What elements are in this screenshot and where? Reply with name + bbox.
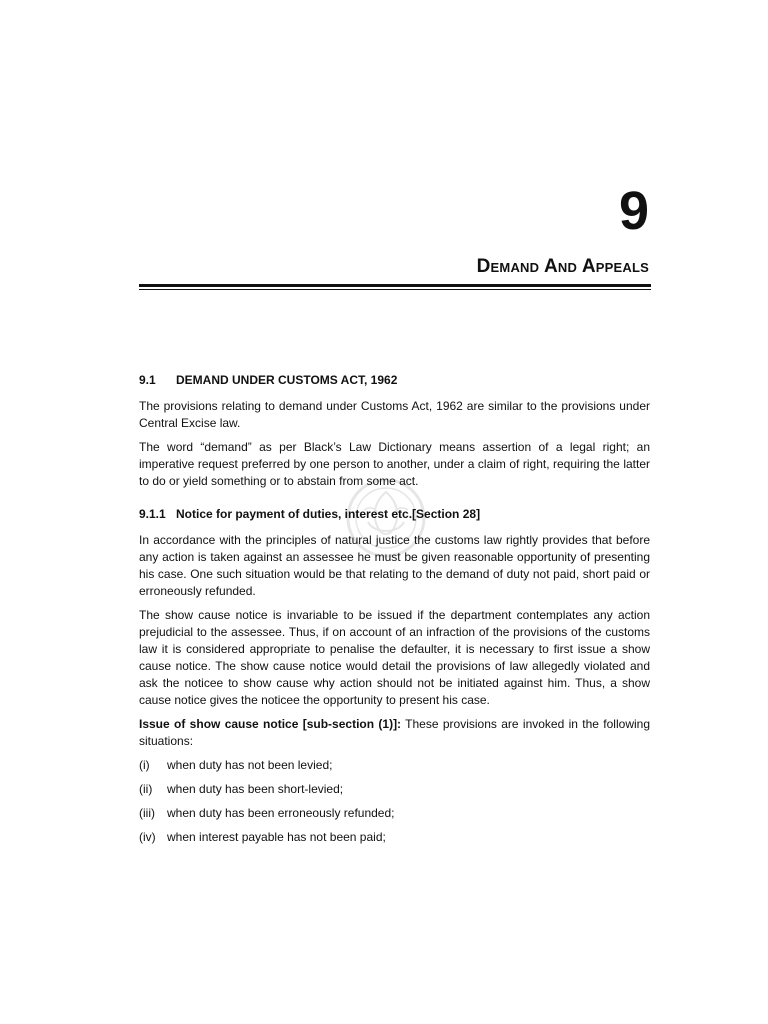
chapter-number: 9 [618,181,649,241]
document-body [139,372,650,853]
list-item [139,757,650,774]
list-text: when interest payable has not been paid; [167,830,386,844]
list-text: when duty has not been levied; [167,758,333,772]
runin-text: These provisions are invoked in the following situations: [139,717,650,748]
subsection-number: 9.1.1 [139,507,166,521]
paragraph: The show cause notice is invariable to be issued if the department contemplates any action prejudicial to the assessee. Thus, if on account of an infraction of the provisions of the customs law it is considered appropriate to penalise the defaulter, it is necessary to first issue a show cause notice. The show cause notice would detail the provisions of law allegedly violated and ask the noticee to show cause why action should not be initiated against him. Thus, a show cause notice gives the noticee the opportunity to present his case. [139,608,650,707]
list-text: when duty has been short-levied; [167,782,344,796]
section-number: 9.1 [139,373,156,387]
title-rule-thin [139,289,651,290]
section-heading-9-1 [139,372,650,389]
list-item [139,829,650,846]
paragraph: The provisions relating to demand under Customs Act, 1962 are similar to the provisions under Central Excise law. [139,399,650,430]
subsection-title: Notice for payment of duties, interest etc.[Section 28] [176,507,481,521]
list-marker: (ii) [139,782,153,796]
runin-heading: Issue of show cause notice [sub-section (1)]: [139,717,402,731]
paragraph: In accordance with the principles of natural justice the customs law rightly provides that before any action is taken against an assessee he must be given reasonable opportunity of presenting his case. One such situation would be that relating to the demand of duty not paid, short paid or erroneously refunded. [139,533,650,598]
section-heading-9-1-1 [139,506,650,523]
list-item [139,805,650,822]
issue-paragraph [139,716,650,750]
section-title: DEMAND UNDER CUSTOMS ACT, 1962 [176,373,398,387]
paragraph: The word “demand” as per Black’s Law Dictionary means assertion of a legal right; an imperative request preferred by one person to another, under a claim of right, requiring the latter to do or yield something or to abstain from some act. [139,440,650,488]
chapter-title: Demand And Appeals [476,256,649,277]
list-marker: (iv) [139,830,156,844]
list-text: when duty has been erroneously refunded; [167,806,395,820]
list-marker: (iii) [139,806,155,820]
list-marker: (i) [139,758,150,772]
title-rule-thick [139,284,651,287]
list-item [139,781,650,798]
